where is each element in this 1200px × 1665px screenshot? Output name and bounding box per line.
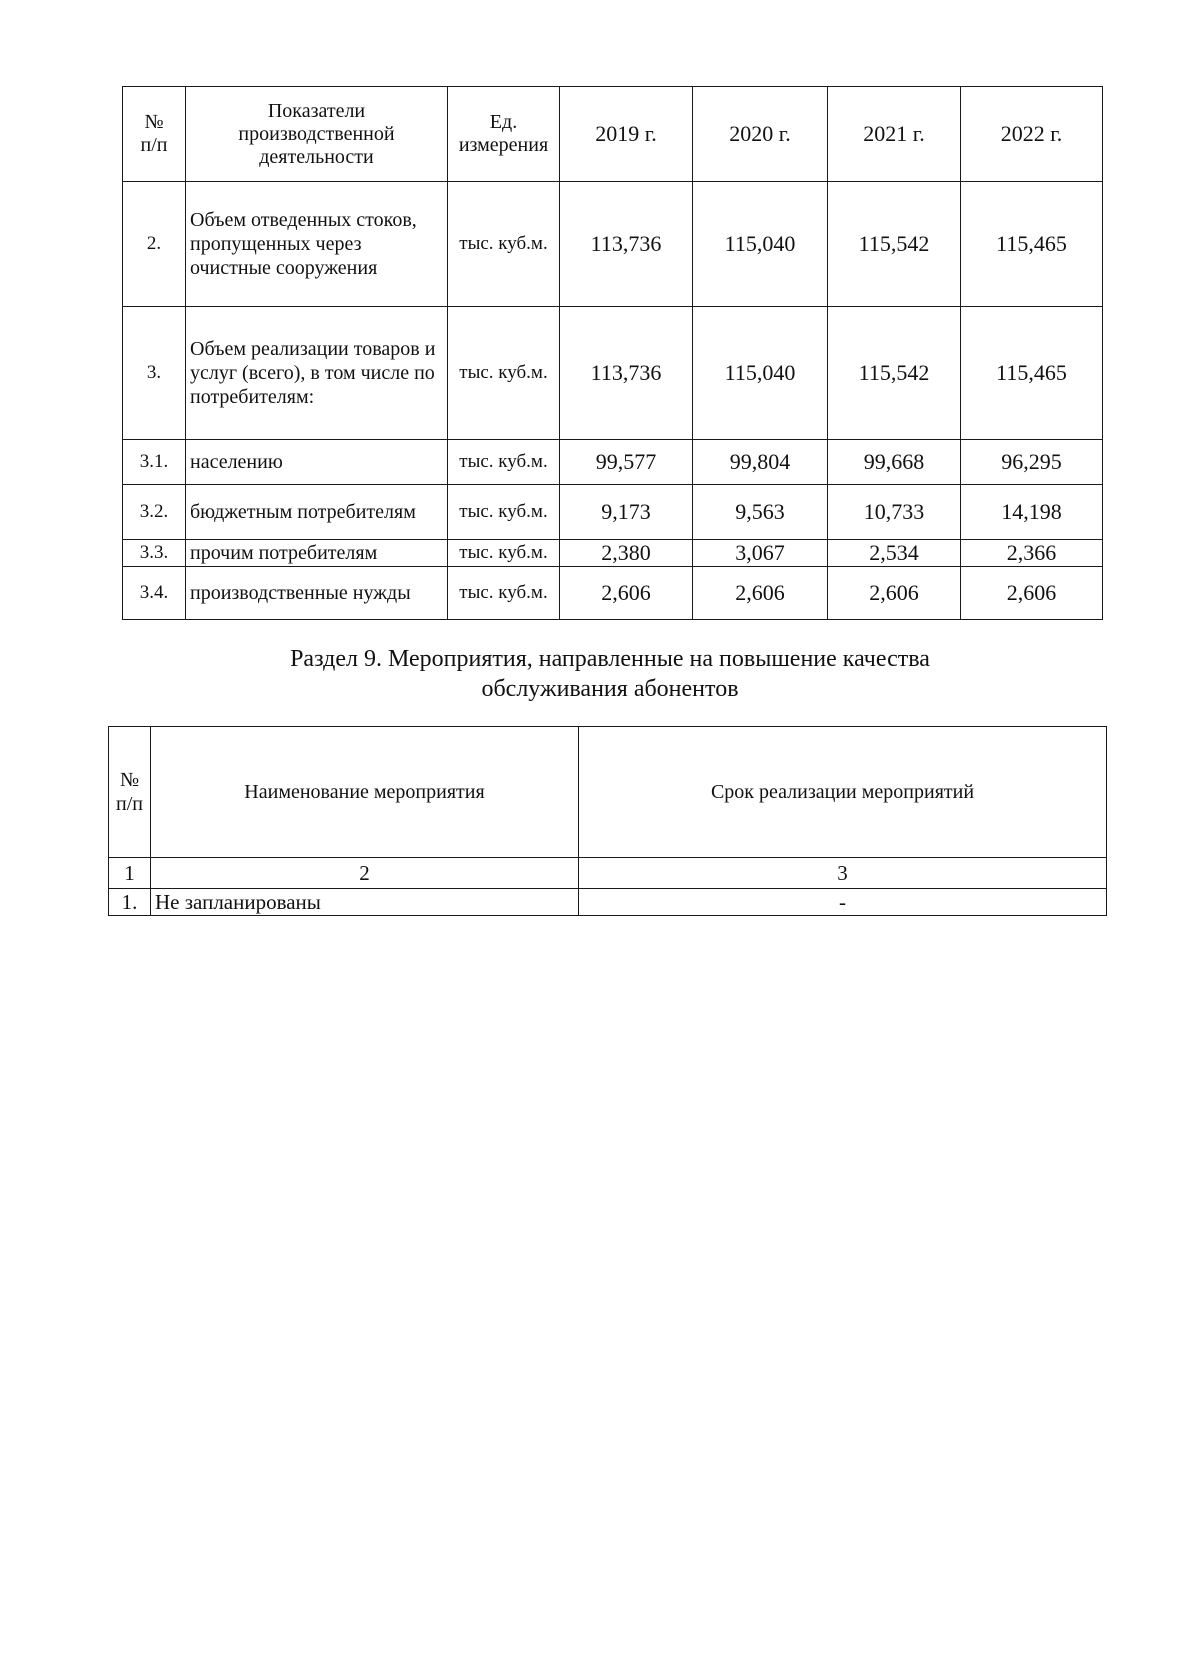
- value-2021: 99,668: [828, 440, 961, 485]
- header-num: № п/п: [123, 87, 186, 182]
- row-name: Объем реализации товаров и услуг (всего), в том числе по потребителям:: [186, 307, 448, 440]
- row-num: 3.3.: [123, 540, 186, 567]
- header-num: № п/п: [109, 727, 151, 858]
- row-num: 3.: [123, 307, 186, 440]
- column-index-1: 1: [109, 858, 151, 889]
- row-num: 3.4.: [123, 567, 186, 620]
- value-2019: 113,736: [560, 182, 693, 307]
- table-row: [123, 307, 1103, 440]
- header-indicator: Показатели производственной деятельности: [186, 87, 448, 182]
- value-2022: 2,606: [961, 567, 1103, 620]
- value-2022: 2,366: [961, 540, 1103, 567]
- row-num: 1.: [109, 889, 151, 916]
- header-2019: 2019 г.: [560, 87, 693, 182]
- value-2021: 115,542: [828, 307, 961, 440]
- value-2022: 96,295: [961, 440, 1103, 485]
- table-header-row: [123, 87, 1103, 182]
- value-2019: 2,606: [560, 567, 693, 620]
- value-2019: 2,380: [560, 540, 693, 567]
- header-unit: Ед. измерения: [448, 87, 560, 182]
- row-name: Объем отведенных стоков, пропущенных через очистные сооружения: [186, 182, 448, 307]
- section-9-heading: [110, 644, 1110, 704]
- table-row: [123, 540, 1103, 567]
- row-num: 2.: [123, 182, 186, 307]
- header-2021: 2021 г.: [828, 87, 961, 182]
- table-row: [109, 889, 1107, 916]
- row-term: -: [579, 889, 1107, 916]
- header-2020: 2020 г.: [693, 87, 828, 182]
- column-index-3: 3: [579, 858, 1107, 889]
- row-unit: тыс. куб.м.: [448, 182, 560, 307]
- column-index-2: 2: [151, 858, 579, 889]
- value-2021: 2,534: [828, 540, 961, 567]
- section-9-title-line2: обслуживания абонентов: [481, 676, 739, 702]
- row-num: 3.2.: [123, 485, 186, 540]
- row-name: производственные нужды: [186, 567, 448, 620]
- value-2020: 99,804: [693, 440, 828, 485]
- table-row: [123, 182, 1103, 307]
- row-num: 3.1.: [123, 440, 186, 485]
- value-2022: 115,465: [961, 307, 1103, 440]
- table-row: [123, 485, 1103, 540]
- row-unit: тыс. куб.м.: [448, 440, 560, 485]
- row-measure-name: Не запланированы: [151, 889, 579, 916]
- value-2020: 2,606: [693, 567, 828, 620]
- value-2021: 2,606: [828, 567, 961, 620]
- value-2021: 10,733: [828, 485, 961, 540]
- table-row: [123, 567, 1103, 620]
- value-2020: 115,040: [693, 182, 828, 307]
- row-name: бюджетным потребителям: [186, 485, 448, 540]
- row-unit: тыс. куб.м.: [448, 540, 560, 567]
- value-2022: 115,465: [961, 182, 1103, 307]
- row-name: прочим потребителям: [186, 540, 448, 567]
- header-2022: 2022 г.: [961, 87, 1103, 182]
- production-indicators-table: [122, 86, 1103, 620]
- header-measure-name: Наименование мероприятия: [151, 727, 579, 858]
- value-2019: 9,173: [560, 485, 693, 540]
- value-2019: 113,736: [560, 307, 693, 440]
- row-unit: тыс. куб.м.: [448, 567, 560, 620]
- value-2020: 115,040: [693, 307, 828, 440]
- row-name: населению: [186, 440, 448, 485]
- value-2022: 14,198: [961, 485, 1103, 540]
- value-2020: 3,067: [693, 540, 828, 567]
- section-9-title-line1: Раздел 9. Мероприятия, направленные на повышение качества: [290, 646, 930, 672]
- table-row: [123, 440, 1103, 485]
- table-header-row: [109, 727, 1107, 858]
- header-term: Срок реализации мероприятий: [579, 727, 1107, 858]
- measures-table: [108, 726, 1107, 916]
- value-2019: 99,577: [560, 440, 693, 485]
- row-unit: тыс. куб.м.: [448, 307, 560, 440]
- value-2020: 9,563: [693, 485, 828, 540]
- row-unit: тыс. куб.м.: [448, 485, 560, 540]
- value-2021: 115,542: [828, 182, 961, 307]
- column-index-row: [109, 858, 1107, 889]
